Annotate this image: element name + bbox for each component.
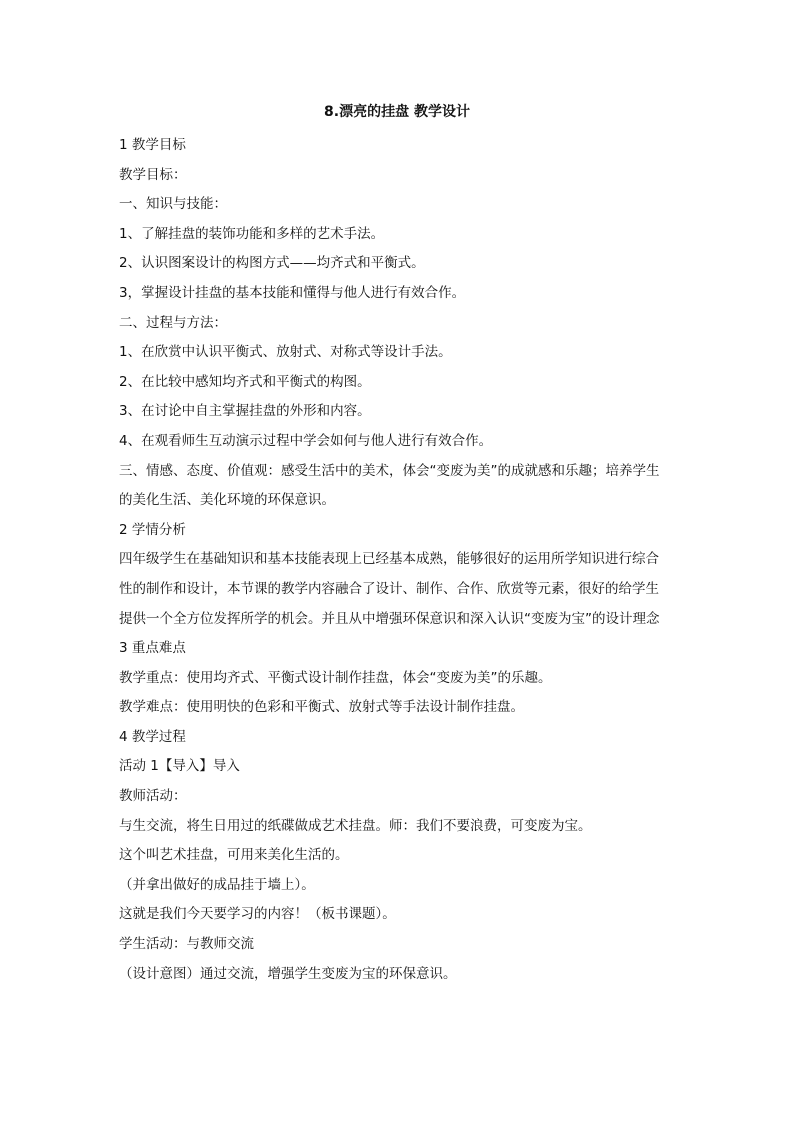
body-line: 教学目标： (119, 166, 187, 183)
body-line: 学生活动：与教师交流 (119, 936, 254, 953)
body-line: 1 教学目标 (119, 137, 186, 153)
body-line: 与生交流，将生日用过的纸碟做成艺术挂盘。师：我们不要浪费，可变废为宝。 (119, 817, 592, 834)
body-line: 3、在讨论中自主掌握挂盘的外形和内容。 (119, 403, 371, 420)
body-line: 二、过程与方法： (119, 314, 227, 331)
body-line: 三、情感、态度、价值观：感受生活中的美术，体会“变废为美”的成就感和乐趣；培养学生 (119, 462, 660, 479)
body-line: 教学重点：使用均齐式、平衡式设计制作挂盘，体会“变废为美”的乐趣。 (119, 669, 552, 686)
body-line: 性的制作和设计，本节课的教学内容融合了设计、制作、合作、欣赏等元素，很好的给学生 (119, 580, 659, 597)
body-line: 2、在比较中感知均齐式和平衡式的构图。 (119, 373, 371, 390)
body-line: 1、在欣赏中认识平衡式、放射式、对称式等设计手法。 (119, 344, 452, 361)
body-line: 这个叫艺术挂盘，可用来美化生活的。 (119, 847, 349, 864)
body-line: 3 重点难点 (119, 640, 186, 657)
document-title: 8.漂亮的挂盘 教学设计 (324, 104, 470, 120)
body-line: 活动 1【导入】导入 (119, 758, 240, 775)
body-line: 这就是我们今天要学习的内容！（板书课题）。 (119, 906, 396, 923)
body-line: 2 学情分析 (119, 521, 186, 538)
body-line: 2、认识图案设计的构图方式——均齐式和平衡式。 (119, 255, 425, 272)
body-line: 一、知识与技能： (119, 196, 227, 213)
document-body (119, 131, 675, 989)
body-line: 3，掌握设计挂盘的基本技能和懂得与他人进行有效合作。 (119, 284, 466, 301)
body-line: 四年级学生在基础知识和基本技能表现上已经基本成熟，能够很好的运用所学知识进行综合 (119, 551, 659, 568)
body-line: 的美化生活、美化环境的环保意识。 (119, 492, 335, 509)
body-line: 提供一个全方位发挥所学的机会。并且从中增强环保意识和深入认识“变废为宝”的设计理念 (119, 610, 660, 627)
body-line: （并拿出做好的成品挂于墙上）。 (119, 876, 315, 893)
body-line: 1、了解挂盘的装饰功能和多样的艺术手法。 (119, 225, 385, 242)
body-line: 教师活动： (119, 788, 187, 805)
body-line: 4、在观看师生互动演示过程中学会如何与他人进行有效合作。 (119, 432, 493, 449)
body-line: 教学难点：使用明快的色彩和平衡式、放射式等手法设计制作挂盘。 (119, 699, 524, 716)
body-line: 4 教学过程 (119, 728, 186, 745)
body-line: （设计意图）通过交流，增强学生变废为宝的环保意识。 (119, 965, 457, 982)
